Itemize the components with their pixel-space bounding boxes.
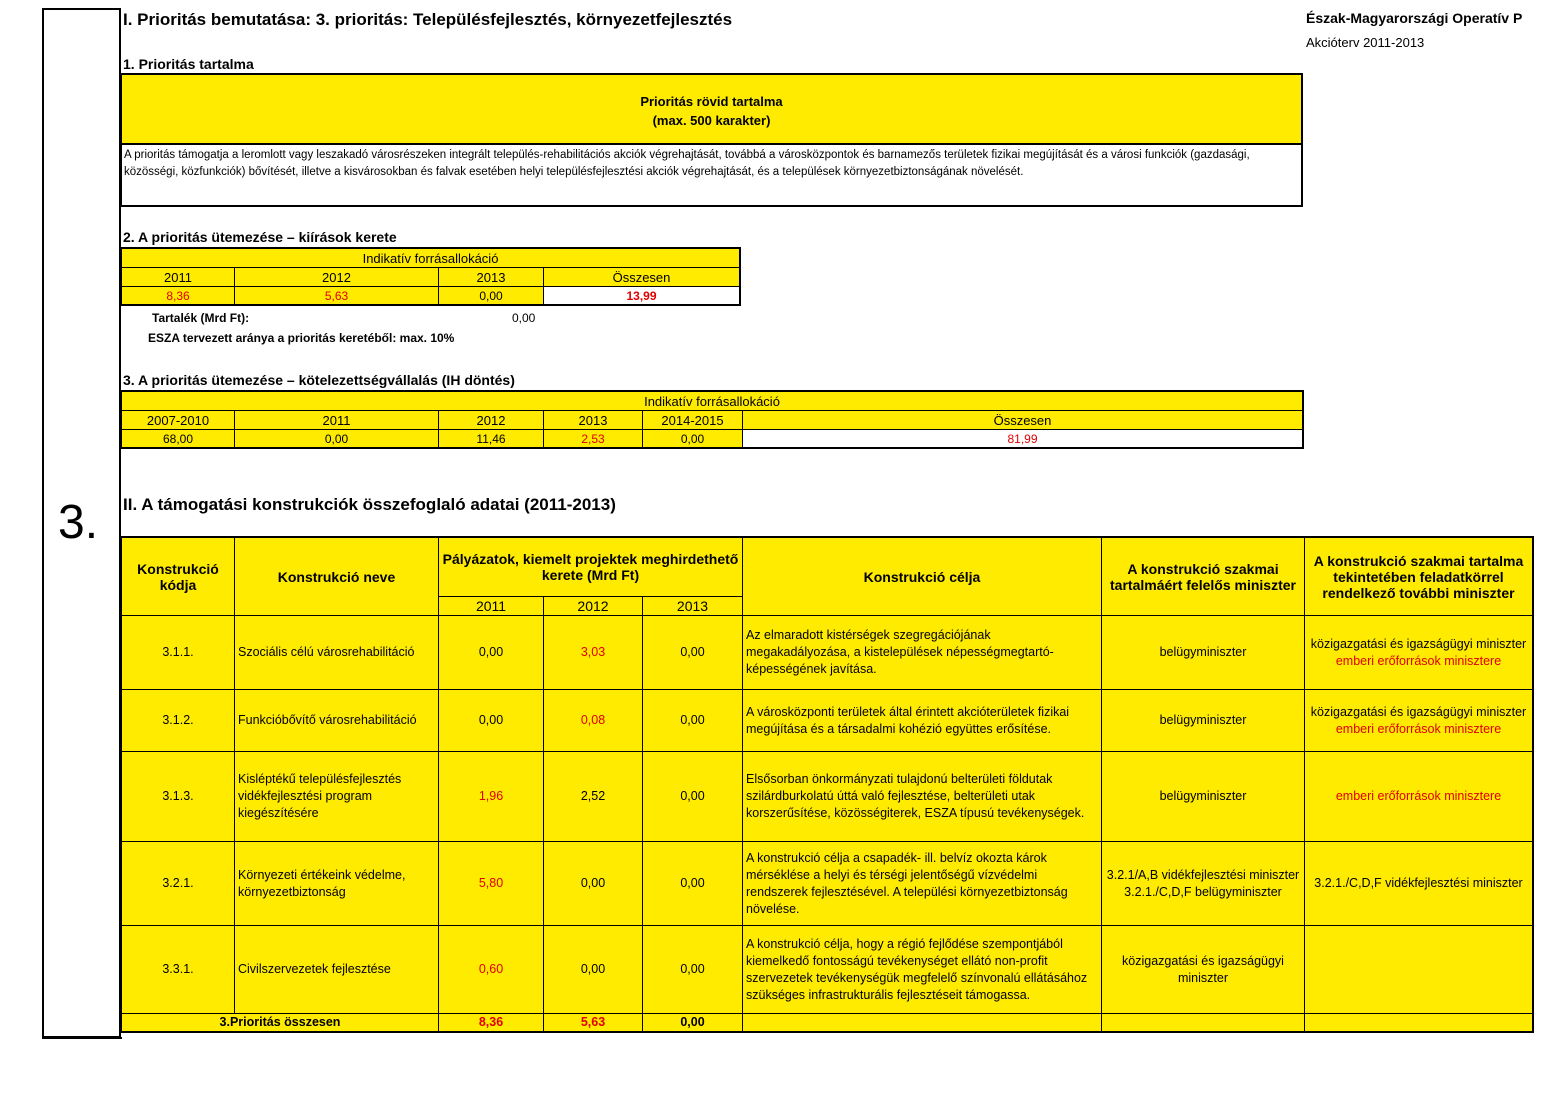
part3-heading: 3. A prioritás ütemezése – kötelezettségvállalás (IH döntés): [123, 372, 515, 388]
row5-goal: A konstrukció célja, hogy a régió fejlődése szempontjából kiemelkedő fontosságú tevékenységet ellátó non-profit szervezetek tevékenységük megfelelő színvonalú ellátásához szükséges infrastrukturális fejlesztéseit támogassa.: [743, 926, 1102, 1014]
row4-name: Környezeti értékeink védelme, környezetbiztonság: [235, 842, 439, 926]
org-plan: Akcióterv 2011-2013: [1306, 35, 1425, 50]
row2-2013: 0,00: [643, 690, 743, 752]
row5-name: Civilszervezetek fejlesztése: [235, 926, 439, 1014]
alloc1-h2: 2013: [439, 268, 544, 287]
summary-text: A prioritás támogatja a leromlott vagy leszakadó városrészeken integrált település-rehabilitációs akciók végrehajtását, továbbá a városközpontok és barnamezős területek fizikai megújítását és a városi funkciók (gazdasági, közösségi, közfunkciók) bővítését, illetve a kisvárosokban és falvak esetében helyi településfejlesztési akciók végrehajtását, és a települések környezetbiztonságának növelését.: [120, 143, 1303, 207]
section-number: 3.: [58, 496, 99, 549]
row5-minister: közigazgatási és igazságügyi miniszter: [1102, 926, 1305, 1014]
alloc2-v2: 11,46: [439, 430, 544, 449]
alloc1-v3: 13,99: [544, 287, 741, 306]
alloc2-h4: 2014-2015: [643, 411, 743, 430]
row4-minister: 3.2.1/A,B vidékfejlesztési miniszter 3.2.1./C,D,F belügyminiszter: [1102, 842, 1305, 926]
alloc2-v4: 0,00: [643, 430, 743, 449]
row2-2011: 0,00: [439, 690, 544, 752]
row3-code: 3.1.3.: [121, 752, 235, 842]
col-2012-header: 2012: [544, 597, 643, 616]
alloc2-h2: 2012: [439, 411, 544, 430]
row1-code: 3.1.1.: [121, 616, 235, 690]
row4-code: 3.2.1.: [121, 842, 235, 926]
col-code-header: Konstrukció kódja: [121, 537, 235, 616]
row5-other: [1305, 926, 1534, 1014]
alloc1-h0: 2011: [121, 268, 235, 287]
alloc2-v1: 0,00: [235, 430, 439, 449]
row4-other: [1305, 842, 1534, 926]
row3-2013: 0,00: [643, 752, 743, 842]
total-2012: 5,63: [544, 1014, 643, 1032]
summary-title: Prioritás rövid tartalma: [640, 94, 783, 109]
row3-other: [1305, 752, 1534, 842]
row1-goal: Az elmaradott kistérségek szegregációjának megakadályozása, a kistelepülések népességmegtartó-képességének javítása.: [743, 616, 1102, 690]
row1-other2: emberi erőforrások minisztere: [1335, 653, 1502, 668]
col-2013-header: 2013: [643, 597, 743, 616]
alloc2-h5: Összesen: [743, 411, 1304, 430]
row2-other: [1305, 690, 1534, 752]
alloc1-h1: 2012: [235, 268, 439, 287]
row5-code: 3.3.1.: [121, 926, 235, 1014]
total-label: 3.Prioritás összesen: [121, 1014, 439, 1032]
row4-other1: 3.2.1./C,D,F vidékfejlesztési miniszter: [1314, 876, 1523, 890]
constructions-table: [120, 536, 1534, 1033]
row4-goal: A konstrukció célja a csapadék- ill. belvíz okozta károk mérséklése a helyi és térségi jelentőségű vízvédelmi rendszerek fejlesztésével. A települési környezetbiztonság növelése.: [743, 842, 1102, 926]
page-title: I. Prioritás bemutatása: 3. prioritás: Településfejlesztés, környezetfejlesztés: [123, 10, 733, 29]
row2-2012: 0,08: [544, 690, 643, 752]
row1-minister: belügyminiszter: [1102, 616, 1305, 690]
alloc2-h3: 2013: [544, 411, 643, 430]
alloc1-h3: Összesen: [544, 268, 741, 287]
row3-2011: 1,96: [439, 752, 544, 842]
reserve-value: 0,00: [512, 311, 536, 325]
esza-note: ESZA tervezett aránya a prioritás keretéből: max. 10%: [148, 331, 455, 345]
part2-heading: 2. A prioritás ütemezése – kiírások kerete: [123, 229, 397, 245]
total-minister-empty: [1102, 1014, 1305, 1032]
total-2013: 0,00: [643, 1014, 743, 1032]
row1-name: Szociális célú városrehabilitáció: [235, 616, 439, 690]
row5-2013: 0,00: [643, 926, 743, 1014]
summary-title-box: [120, 73, 1303, 145]
row1-2013: 0,00: [643, 616, 743, 690]
reserve-label: Tartalék (Mrd Ft):: [152, 311, 250, 325]
total-2011: 8,36: [439, 1014, 544, 1032]
row1-2012: 3,03: [544, 616, 643, 690]
org-name: Észak-Magyarországi Operatív P: [1306, 10, 1523, 26]
alloc1-v2: 0,00: [439, 287, 544, 306]
alloc1-v0: 8,36: [121, 287, 235, 306]
allocation-table-2: [120, 390, 1304, 449]
row5-2012: 0,00: [544, 926, 643, 1014]
row2-minister: belügyminiszter: [1102, 690, 1305, 752]
row2-code: 3.1.2.: [121, 690, 235, 752]
col-budget-header: Pályázatok, kiemelt projektek meghirdethető kerete (Mrd Ft): [439, 537, 743, 597]
row1-other1: közigazgatási és igazságügyi miniszter: [1310, 636, 1527, 651]
row3-name: Kisléptékű településfejlesztés vidékfejlesztési program kiegészítésére: [235, 752, 439, 842]
row2-other1: közigazgatási és igazságügyi miniszter: [1310, 704, 1527, 719]
alloc1-title: Indikatív forrásallokáció: [121, 248, 740, 268]
col-goal-header: Konstrukció célja: [743, 537, 1102, 616]
row3-2012: 2,52: [544, 752, 643, 842]
row1-2011: 0,00: [439, 616, 544, 690]
alloc2-h1: 2011: [235, 411, 439, 430]
total-other-empty: [1305, 1014, 1534, 1032]
part1-heading: 1. Prioritás tartalma: [123, 56, 254, 72]
row3-minister: belügyminiszter: [1102, 752, 1305, 842]
row4-2011: 5,80: [439, 842, 544, 926]
col-2011-header: 2011: [439, 597, 544, 616]
row2-goal: A városközponti területek által érintett akcióterületek fizikai megújítása és a társadalmi kohézió együttes erősítése.: [743, 690, 1102, 752]
col-other-header: A konstrukció szakmai tartalma tekintetében feladatkörrel rendelkező további miniszter: [1305, 537, 1534, 616]
alloc2-h0: 2007-2010: [121, 411, 235, 430]
row2-other2: emberi erőforrások minisztere: [1335, 721, 1502, 736]
row2-name: Funkcióbővítő városrehabilitáció: [235, 690, 439, 752]
col-minister-header: A konstrukció szakmai tartalmáért felelős miniszter: [1102, 537, 1305, 616]
row4-2013: 0,00: [643, 842, 743, 926]
alloc1-v1: 5,63: [235, 287, 439, 306]
alloc2-v3: 2,53: [544, 430, 643, 449]
frame-bottom: [42, 1037, 122, 1039]
row4-2012: 0,00: [544, 842, 643, 926]
row5-2011: 0,60: [439, 926, 544, 1014]
alloc2-v5: 81,99: [743, 430, 1304, 449]
row1-other: [1305, 616, 1534, 690]
alloc2-v0: 68,00: [121, 430, 235, 449]
total-goal-empty: [743, 1014, 1102, 1032]
allocation-table-1: [120, 247, 741, 306]
alloc2-title: Indikatív forrásallokáció: [121, 391, 1303, 411]
row3-other2: emberi erőforrások minisztere: [1335, 789, 1502, 803]
summary-subtitle: (max. 500 karakter): [652, 113, 771, 128]
part4-heading: II. A támogatási konstrukciók összefoglaló adatai (2011-2013): [123, 495, 616, 514]
row3-goal: Elsősorban önkormányzati tulajdonú belterületi földutak szilárdburkolatú úttá való fejlesztése, belterületi utak korszerűsítése, közösségiterek, ESZA típusú tevékenységek.: [743, 752, 1102, 842]
col-name-header: Konstrukció neve: [235, 537, 439, 616]
